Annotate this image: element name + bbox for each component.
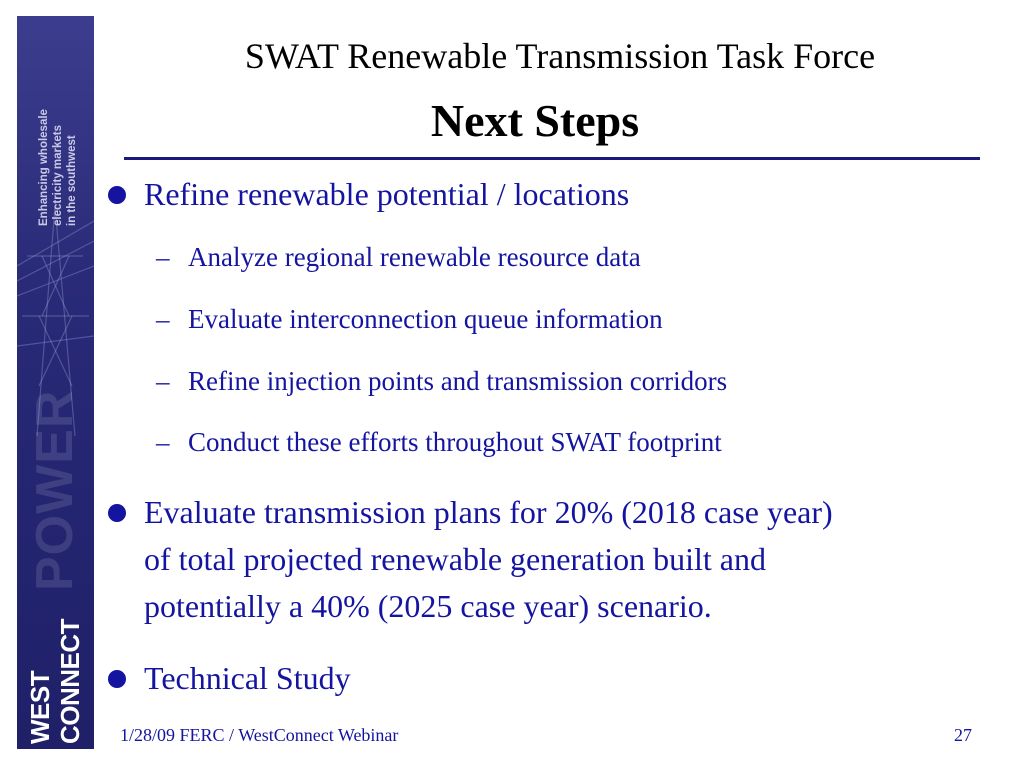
sub-bullet-item [156, 365, 727, 397]
bullet-text-line-2: of total projected renewable generation built and [144, 541, 766, 577]
sub-bullet-item [156, 303, 663, 335]
dash-icon: – [156, 366, 170, 396]
slide-title: SWAT Renewable Transmission Task Force [244, 36, 876, 76]
bullet-dot-icon [108, 504, 126, 522]
sidebar-watermark [17, 326, 94, 596]
page-number: 27 [954, 725, 972, 745]
westconnect-logo [17, 586, 94, 749]
sub-bullet-item [156, 426, 722, 458]
sub-bullet-text: Refine injection points and transmission corridors [188, 366, 728, 396]
title-divider [124, 157, 980, 160]
slide-subtitle: Next Steps [430, 95, 640, 146]
watermark-text: POWER [26, 389, 84, 591]
bullet-text: Refine renewable potential / locations [144, 176, 630, 212]
sidebar-tagline [17, 56, 94, 226]
footer-text: 1/28/09 FERC / WestConnect Webinar [120, 725, 399, 745]
dash-icon: – [156, 304, 170, 334]
tagline-line-3: in the southwest [66, 135, 78, 226]
dash-icon: – [156, 242, 170, 272]
dash-icon: – [156, 427, 170, 457]
bullet-text-line-3: potentially a 40% (2025 case year) scenario. [144, 588, 712, 624]
tagline-line-1: Enhancing wholesale [38, 109, 50, 226]
tagline-line-2: electricity markets [52, 124, 64, 226]
sub-bullet-text: Conduct these efforts throughout SWAT footprint [188, 427, 722, 457]
sub-bullet-text: Analyze regional renewable resource data [188, 242, 641, 272]
logo-word-connect: CONNECT [55, 618, 85, 744]
sub-bullet-item [156, 241, 641, 273]
sub-bullet-text: Evaluate interconnection queue information [188, 304, 663, 334]
bullet-text: Technical Study [144, 660, 351, 696]
sidebar-banner [17, 16, 94, 749]
bullet-dot-icon [108, 186, 126, 204]
bullet-text-line-1: Evaluate transmission plans for 20% (2018 case year) [144, 494, 833, 530]
logo-word-west: WEST [25, 670, 55, 744]
bullet-dot-icon [108, 670, 126, 688]
